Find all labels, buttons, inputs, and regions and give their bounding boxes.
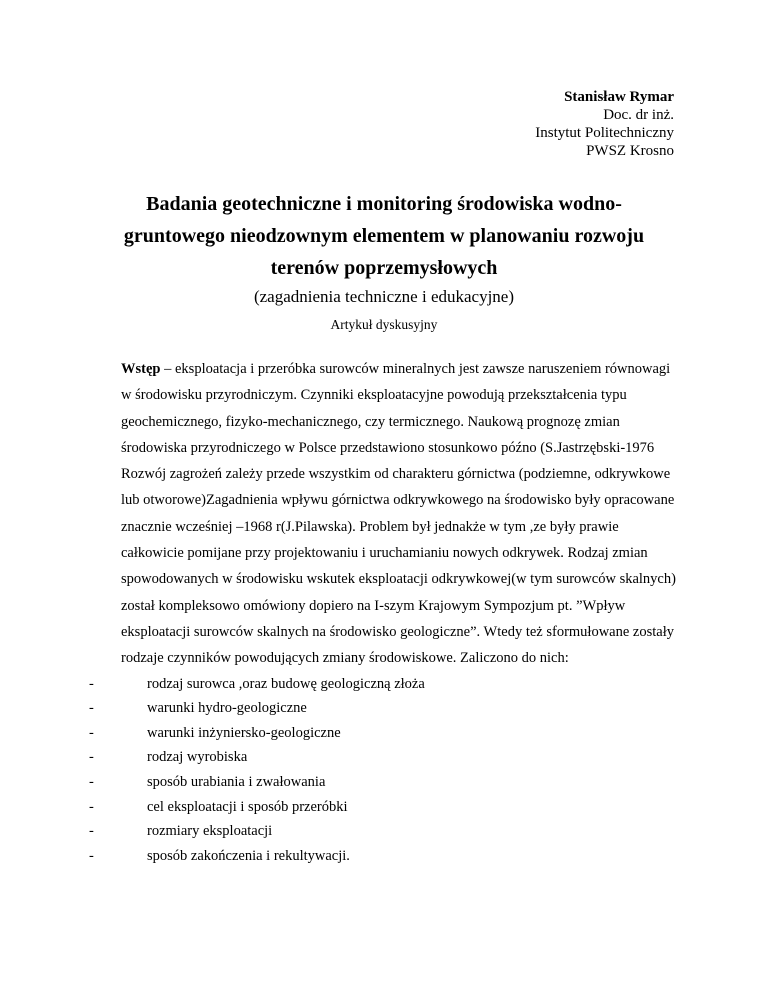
- author-institute: Instytut Politechniczny: [535, 125, 674, 141]
- list-item: [89, 696, 681, 721]
- list-dash: -: [89, 773, 94, 790]
- list-item-text: warunki hydro-geologiczne: [147, 700, 307, 717]
- list-item: [89, 672, 681, 697]
- title-block: [100, 188, 668, 334]
- list-item: [89, 770, 681, 795]
- author-school: PWSZ Krosno: [586, 143, 674, 159]
- list-dash: -: [89, 724, 94, 741]
- document-subtitle: (zagadnienia techniczne i edukacyjne): [253, 287, 515, 306]
- list-item-text: sposób urabiania i zwałowania: [147, 773, 326, 790]
- list-item-text: warunki inżyniersko-geologiczne: [147, 724, 341, 741]
- list-item-text: cel eksploatacji i sposób przeróbki: [147, 798, 348, 815]
- intro-paragraph: [121, 356, 681, 672]
- list-item-text: rodzaj surowca ,oraz budowę geologiczną złoża: [147, 675, 425, 692]
- factors-list: [89, 672, 681, 869]
- list-dash: -: [89, 675, 94, 692]
- author-block: [535, 88, 674, 160]
- list-dash: -: [89, 749, 94, 766]
- list-dash: -: [89, 823, 94, 840]
- document-title: Badania geotechniczne i monitoring środowiska wodno-gruntowego nieodzownym elementem w planowaniu rozwoju terenów poprzemysłowych: [123, 193, 645, 279]
- list-dash: -: [89, 847, 94, 864]
- list-item: [89, 745, 681, 770]
- list-item: [89, 844, 681, 869]
- list-item-text: rodzaj wyrobiska: [147, 749, 248, 766]
- list-item: [89, 795, 681, 820]
- list-dash: -: [89, 700, 94, 717]
- author-degree: Doc. dr inż.: [603, 107, 674, 123]
- list-item-text: sposób zakończenia i rekultywacji.: [147, 847, 350, 864]
- intro-lead: Wstęp: [121, 361, 161, 377]
- author-name: Stanisław Rymar: [564, 89, 674, 105]
- body-text: [89, 356, 681, 868]
- list-item: [89, 721, 681, 746]
- article-type: Artykuł dyskusyjny: [330, 317, 438, 332]
- list-dash: -: [89, 798, 94, 815]
- list-item: [89, 819, 681, 844]
- intro-text: – eksploatacja i przeróbka surowców mineralnych jest zawsze naruszeniem równowagi w środowisku przyrodniczym. Czynniki eksploatacyjne powodują przekształcenia typu geochemicznego, fizyko-mechanicznego, czy termicznego. Naukową prognozę zmian środowiska przyrodniczego w Polsce przedstawiono stosunkowo późno (S.Jastrzębski-1976 Rozwój zagrożeń zależy przede wszystkim od charakteru górnictwa (podziemne, odkrywkowe lub otworowe)Zagadnienia wpływu górnictwa odkrywkowego na środowisko były opracowane znacznie wcześniej –1968 r(J.Pilawska). Problem był jednakże w tym ,ze były prawie całkowicie pomijane przy projektowaniu i uruchamianiu nowych odkrywek. Rodzaj zmian spowodowanych w środowisku wskutek eksploatacji odkrywkowej(w tym surowców skalnych) został kompleksowo omówiony dopiero na I-szym Krajowym Sympozjum pt. ”Wpływ eksploatacji surowców skalnych na środowisko geologiczne”. Wtedy też sformułowane zostały rodzaje czynników powodujących zmiany środowiskowe. Zaliczono do nich:: [121, 361, 676, 667]
- list-item-text: rozmiary eksploatacji: [147, 823, 273, 840]
